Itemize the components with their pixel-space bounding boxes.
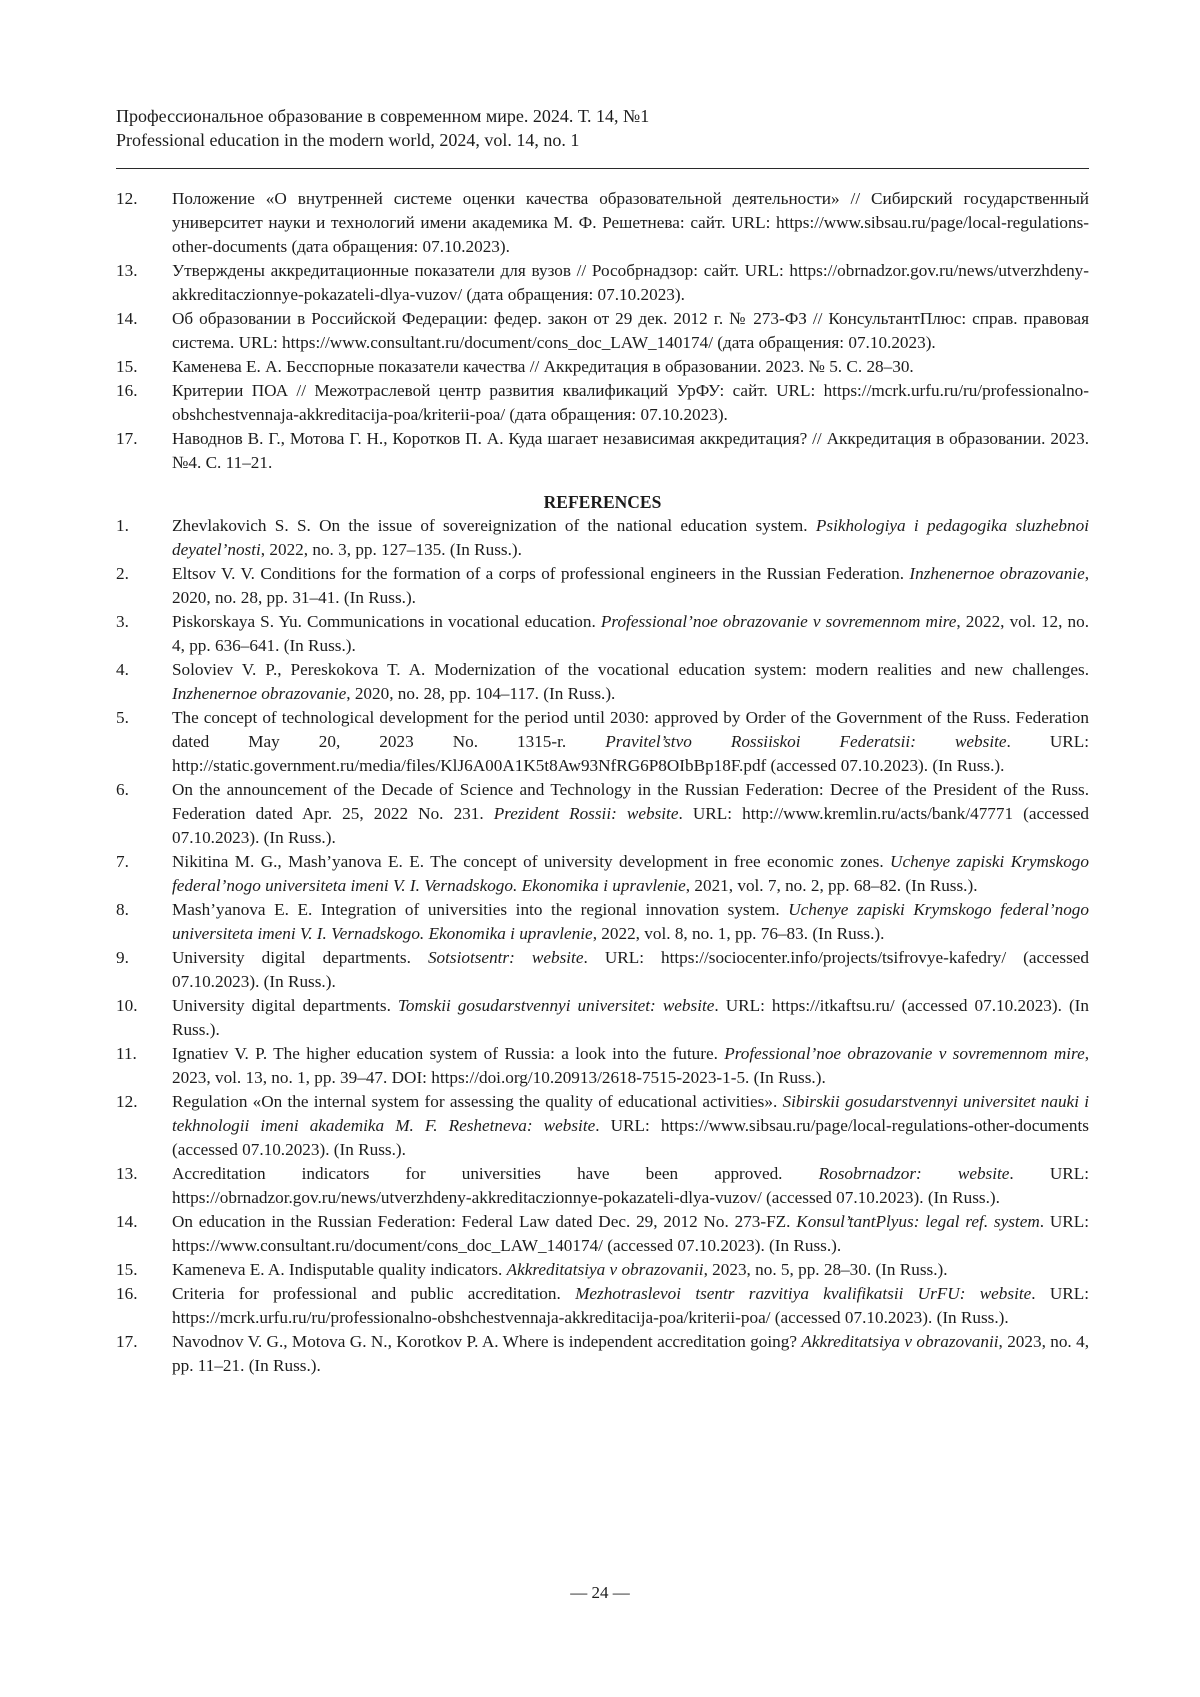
reference-item (116, 610, 1089, 658)
reference-number: 12. (116, 187, 137, 211)
reference-text: University digital departments. (172, 948, 428, 967)
reference-item (116, 307, 1089, 355)
reference-item (116, 1282, 1089, 1330)
reference-number: 6. (116, 778, 129, 802)
reference-source-title: Uchenye zapiski Krymskogo federal’nogo universiteta imeni V. I. Vernadskogo. Ekonomika i upravlenie (172, 900, 1089, 943)
reference-details: . URL: https://obrnadzor.gov.ru/news/utverzhdeny-akkreditaczionnye-pokazateli-dlya-vuzov/ (accessed 07.10.2023). (In Russ.). (172, 1164, 1089, 1207)
reference-item (116, 1162, 1089, 1210)
journal-page (116, 104, 1089, 1378)
reference-details: , 2022, no. 3, pp. 127–135. (In Russ.). (261, 540, 522, 559)
reference-source-title: Prezident Rossii: website (494, 804, 679, 823)
reference-details: . URL: https://sociocenter.info/projects/tsifrovye-kafedry/ (accessed 07.10.2023). (In Russ.). (172, 948, 1089, 991)
reference-source-title: Inzhenernoe obrazovanie (172, 684, 346, 703)
russian-reference-list (116, 187, 1089, 475)
reference-text: University digital departments. (172, 996, 398, 1015)
reference-text: Kameneva E. A. Indisputable quality indicators. (172, 1260, 507, 1279)
reference-text: Mash’yanova E. E. Integration of universities into the regional innovation system. (172, 900, 788, 919)
reference-item (116, 514, 1089, 562)
reference-number: 17. (116, 427, 137, 451)
reference-text: Piskorskaya S. Yu. Communications in vocational education. (172, 612, 601, 631)
reference-source-title: Mezhotraslevoi tsentr razvitiya kvalifikatsii UrFU: website (575, 1284, 1031, 1303)
reference-number: 8. (116, 898, 129, 922)
reference-details: , 2020, no. 28, pp. 31–41. (In Russ.). (172, 564, 1089, 607)
reference-source-title: Professional’noe obrazovanie v sovremennom mire (724, 1044, 1084, 1063)
reference-details: . URL: https://www.sibsau.ru/page/local-regulations-other-documents (accessed 07.10.2023). (In Russ.). (172, 1116, 1089, 1159)
reference-source-title: Inzhenernoe obrazovanie (909, 564, 1084, 583)
reference-item (116, 994, 1089, 1042)
running-head-ru: Профессиональное образование в современном мире. 2024. Т. 14, №1 (116, 104, 1089, 128)
reference-item (116, 259, 1089, 307)
reference-number: 11. (116, 1042, 137, 1066)
reference-details: , 2022, vol. 8, no. 1, pp. 76–83. (In Russ.). (593, 924, 885, 943)
reference-number: 2. (116, 562, 129, 586)
reference-details: , 2020, no. 28, pp. 104–117. (In Russ.). (346, 684, 615, 703)
reference-number: 17. (116, 1330, 137, 1354)
reference-item (116, 1090, 1089, 1162)
reference-source-title: Sibirskii gosudarstvennyi universitet nauki i tekhnologii imeni akademika M. F. Reshetneva: website (172, 1092, 1089, 1135)
reference-details: , 2021, vol. 7, no. 2, pp. 68–82. (In Russ.). (686, 876, 978, 895)
reference-source-title: Sotsiotsentr: website (428, 948, 584, 967)
reference-number: 3. (116, 610, 129, 634)
reference-details: . URL: https://itkaftsu.ru/ (accessed 07.10.2023). (In Russ.). (172, 996, 1089, 1039)
reference-text: Navodnov V. G., Motova G. N., Korotkov P. A. Where is independent accreditation going? (172, 1332, 801, 1351)
reference-number: 12. (116, 1090, 137, 1114)
reference-details: , 2023, no. 5, pp. 28–30. (In Russ.). (704, 1260, 948, 1279)
reference-text: Nikitina M. G., Mash’yanova E. E. The concept of university development in free economic zones. (172, 852, 890, 871)
reference-number: 10. (116, 994, 137, 1018)
reference-item (116, 427, 1089, 475)
reference-item (116, 946, 1089, 994)
reference-number: 16. (116, 1282, 137, 1306)
reference-details: . URL: http://static.government.ru/media/files/KlJ6A00A1K5t8Aw93NfRG6P8OIbBp18F.pdf (accessed 07.10.2023). (In Russ.). (172, 732, 1089, 775)
reference-number: 13. (116, 259, 137, 283)
reference-number: 5. (116, 706, 129, 730)
running-head-en: Professional education in the modern world, 2024, vol. 14, no. 1 (116, 128, 1089, 152)
reference-details: , 2023, vol. 13, no. 1, pp. 39–47. DOI: https://doi.org/10.20913/2618-7515-2023-1-5. (In Russ.). (172, 1044, 1089, 1087)
reference-details: . URL: https://www.consultant.ru/document/cons_doc_LAW_140174/ (accessed 07.10.2023). (In Russ.). (172, 1212, 1089, 1255)
reference-item (116, 562, 1089, 610)
reference-item (116, 1210, 1089, 1258)
reference-item (116, 1042, 1089, 1090)
reference-number: 1. (116, 514, 129, 538)
reference-source-title: Akkreditatsiya v obrazovanii (801, 1332, 998, 1351)
reference-source-title: Akkreditatsiya v obrazovanii (507, 1260, 704, 1279)
reference-source-title: Pravitel’stvo Rossiiskoi Federatsii: website (605, 732, 1006, 751)
reference-item (116, 1330, 1089, 1378)
reference-text: Eltsov V. V. Conditions for the formation of a corps of professional engineers in the Russian Federation. (172, 564, 909, 583)
reference-text: Наводнов В. Г., Мотова Г. Н., Коротков П. А. Куда шагает независимая аккредитация? // Аккредитация в образовании. 2023. №4. С. 11–21. (172, 429, 1089, 472)
reference-source-title: Konsul’tantPlyus: legal ref. system (796, 1212, 1040, 1231)
reference-item (116, 706, 1089, 778)
reference-source-title: Professional’noe obrazovanie v sovremennom mire (601, 612, 957, 631)
reference-details: , 2023, no. 4, pp. 11–21. (In Russ.). (172, 1332, 1089, 1375)
reference-source-title: Tomskii gosudarstvennyi universitet: website (398, 996, 714, 1015)
reference-number: 15. (116, 1258, 137, 1282)
reference-item (116, 355, 1089, 379)
reference-text: Regulation «On the internal system for assessing the quality of educational activities». (172, 1092, 783, 1111)
header-divider (116, 168, 1089, 169)
reference-source-title: Psikhologiya i pedagogika sluzhebnoi deyatel’nosti (172, 516, 1089, 559)
english-reference-list (116, 514, 1089, 1378)
reference-details: . URL: https://mcrk.urfu.ru/ru/professionalno-obshchestvennaja-akkreditacija-poa/kriterii-poa/ (accessed 07.10.2023). (In Russ.). (172, 1284, 1089, 1327)
running-head (116, 104, 1089, 152)
reference-source-title: Rosobrnadzor: website (819, 1164, 1010, 1183)
reference-number: 13. (116, 1162, 137, 1186)
reference-number: 15. (116, 355, 137, 379)
reference-item (116, 850, 1089, 898)
reference-item (116, 1258, 1089, 1282)
page-number: — 24 — (0, 1581, 1200, 1605)
reference-number: 9. (116, 946, 129, 970)
reference-text: Каменева Е. А. Бесспорные показатели качества // Аккредитация в образовании. 2023. № 5. С. 28–30. (172, 357, 914, 376)
reference-source-title: Uchenye zapiski Krymskogo federal’nogo universiteta imeni V. I. Vernadskogo. Ekonomika i upravlenie (172, 852, 1089, 895)
reference-number: 14. (116, 1210, 137, 1234)
reference-text: Положение «О внутренней системе оценки качества образовательной деятельности» // Сибирский государственный университет науки и технологий имени академика М. Ф. Решетнева: сайт. URL: https://www.sibsau.ru/page/local-regulations-other-documents (дата обращения: 07.10.2023). (172, 189, 1089, 256)
reference-text: Критерии ПОА // Межотраслевой центр развития квалификаций УрФУ: сайт. URL: https://mcrk.urfu.ru/ru/professionalno-obshchestvennaja-akkreditacija-poa/kriterii-poa/ (дата обращения: 07.10.2023). (172, 381, 1089, 424)
reference-item (116, 658, 1089, 706)
reference-number: 4. (116, 658, 129, 682)
reference-text: Об образовании в Российской Федерации: федер. закон от 29 дек. 2012 г. № 273-ФЗ // КонсультантПлюс: справ. правовая система. URL: https://www.consultant.ru/document/cons_doc_LAW_140174/ (дата обращения: 07.10.2023). (172, 309, 1089, 352)
reference-item (116, 778, 1089, 850)
reference-text: Zhevlakovich S. S. On the issue of sovereignization of the national education system. (172, 516, 816, 535)
reference-text: Soloviev V. P., Pereskokova T. A. Modernization of the vocational education system: modern realities and new challenges. (172, 660, 1089, 679)
reference-item (116, 379, 1089, 427)
reference-text: Ignatiev V. P. The higher education system of Russia: a look into the future. (172, 1044, 724, 1063)
reference-text: On education in the Russian Federation: Federal Law dated Dec. 29, 2012 No. 273-FZ. (172, 1212, 796, 1231)
reference-item (116, 898, 1089, 946)
reference-text: Утверждены аккредитационные показатели для вузов // Рособрнадзор: сайт. URL: https://obrnadzor.gov.ru/news/utverzhdeny-akkreditaczionnye-pokazateli-dlya-vuzov/ (дата обращения: 07.10.2023). (172, 261, 1089, 304)
reference-number: 16. (116, 379, 137, 403)
reference-text: Criteria for professional and public accreditation. (172, 1284, 575, 1303)
reference-number: 7. (116, 850, 129, 874)
reference-number: 14. (116, 307, 137, 331)
reference-details: . URL: http://www.kremlin.ru/acts/bank/47771 (accessed 07.10.2023). (In Russ.). (172, 804, 1089, 847)
references-heading: REFERENCES (116, 490, 1089, 514)
reference-text: On the announcement of the Decade of Science and Technology in the Russian Federation: Decree of the President of the Russ. Federation dated Apr. 25, 2022 No. 231. (172, 780, 1089, 823)
reference-text: Accreditation indicators for universities have been approved. (172, 1164, 819, 1183)
reference-item (116, 187, 1089, 259)
reference-text: The concept of technological development for the period until 2030: approved by Order of the Government of the Russ. Federation dated May 20, 2023 No. 1315-r. (172, 708, 1089, 751)
reference-details: , 2022, vol. 12, no. 4, pp. 636–641. (In Russ.). (172, 612, 1089, 655)
